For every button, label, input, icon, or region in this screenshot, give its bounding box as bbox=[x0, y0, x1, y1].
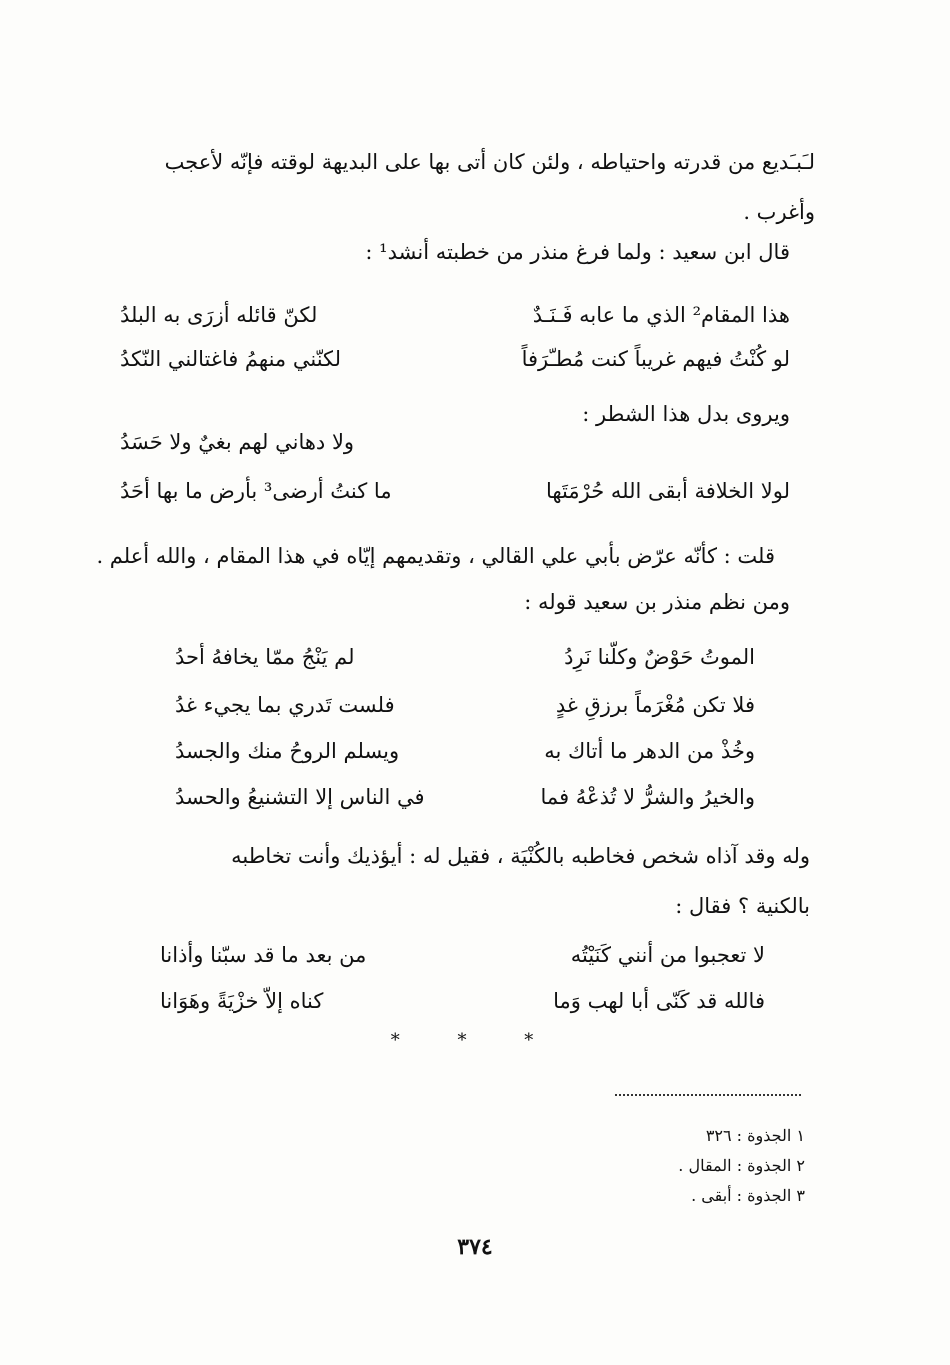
hemistich-first: والخيرُ والشرُّ لا تُذعْهُ فما bbox=[540, 785, 755, 809]
hemistich-second: لكنّ قائله أزرَى به البلدُ bbox=[120, 303, 318, 327]
variant-hemistich: ولا دهاني لهم بغيٌ ولا حَسَدُ bbox=[120, 430, 355, 454]
poem-intro: ومن نظم منذر بن سعيد قوله : bbox=[524, 590, 790, 614]
page-number: ٣٧٤ bbox=[457, 1234, 493, 1260]
footnote: ٣ الجذوة : أبقى . bbox=[691, 1186, 805, 1205]
verse-row bbox=[160, 938, 765, 972]
story-line-2: بالكنية ؟ فقال : bbox=[675, 894, 810, 918]
hemistich-second: ما كنتُ أرضى³ بأرض ما بها أحَدُ bbox=[120, 479, 392, 503]
hemistich-first: لا تعجبوا من أنني كَنَيْتُه bbox=[570, 943, 765, 967]
section-separator: * * * bbox=[390, 1030, 560, 1051]
hemistich-second: لم يَنْجُ ممّا يخافهُ أحدُ bbox=[175, 645, 355, 669]
hemistich-second: ويسلم الروحُ منك والجسدُ bbox=[175, 739, 400, 763]
intro-line-1: لـَبـَديع من قدرته واحتياطه ، ولئن كان أتى بها على البديهة لوقته فإنّه لأعجب bbox=[164, 150, 815, 174]
verse-row bbox=[120, 298, 790, 332]
footnote-divider bbox=[615, 1094, 801, 1096]
verse-row bbox=[160, 984, 765, 1018]
verse-row bbox=[120, 474, 790, 508]
intro-line-3: قال ابن سعيد : ولما فرغ منذر من خطبته أنشد¹ : bbox=[365, 240, 790, 264]
hemistich-second: كناه إلاّ خزْيَةً وهَوَانا bbox=[160, 989, 324, 1013]
verse-row bbox=[175, 688, 755, 722]
verse-row bbox=[175, 640, 755, 674]
verse-row bbox=[175, 734, 755, 768]
hemistich-second: فلست تَدري بما يجيء غدُ bbox=[175, 693, 395, 717]
hemistich-first: فلا تكن مُغْرَماً برزقِ غدٍ bbox=[555, 693, 755, 717]
hemistich-first: فالله قد كَنّى أبا لهب وَما bbox=[553, 989, 765, 1013]
footnote: ١ الجذوة : ٣٢٦ bbox=[705, 1126, 805, 1145]
hemistich-first: الموتُ حَوْضٌ وكلّنا نَرِدُ bbox=[564, 645, 755, 669]
variant-intro: ويروى بدل هذا الشطر : bbox=[582, 402, 790, 426]
intro-line-2: وأغرب . bbox=[743, 200, 815, 224]
footnote: ٢ الجذوة : المقال . bbox=[678, 1156, 805, 1175]
hemistich-second: في الناس إلا التشنيعُ والحسدُ bbox=[175, 785, 425, 809]
hemistich-first: لولا الخلافة أبقى الله حُرْمَتَها bbox=[545, 479, 790, 503]
comment-line: قلت : كأنّه عرّض بأبي علي القالي ، وتقديمهم إيّاه في هذا المقام ، والله أعلم . bbox=[96, 544, 775, 568]
verse-row bbox=[120, 342, 790, 376]
story-line-1: وله وقد آذاه شخص فخاطبه بالكُنْيَة ، فقيل له : أيؤذيك وأنت تخاطبه bbox=[231, 844, 810, 868]
hemistich-second: من بعد ما قد سبّنا وأذانا bbox=[160, 943, 367, 967]
verse-row bbox=[120, 425, 790, 459]
hemistich-first: لو كُنْتُ فيهم غريباً كنت مُطـّرَفاً bbox=[521, 347, 790, 371]
hemistich-first: هذا المقام² الذي ما عابه فَـنَـدٌ bbox=[532, 303, 790, 327]
verse-row bbox=[175, 780, 755, 814]
hemistich-first: وخُذْ من الدهر ما أتاك به bbox=[544, 739, 755, 763]
hemistich-second: لكنّني منهمُ فاغتالني النّكدُ bbox=[120, 347, 342, 371]
